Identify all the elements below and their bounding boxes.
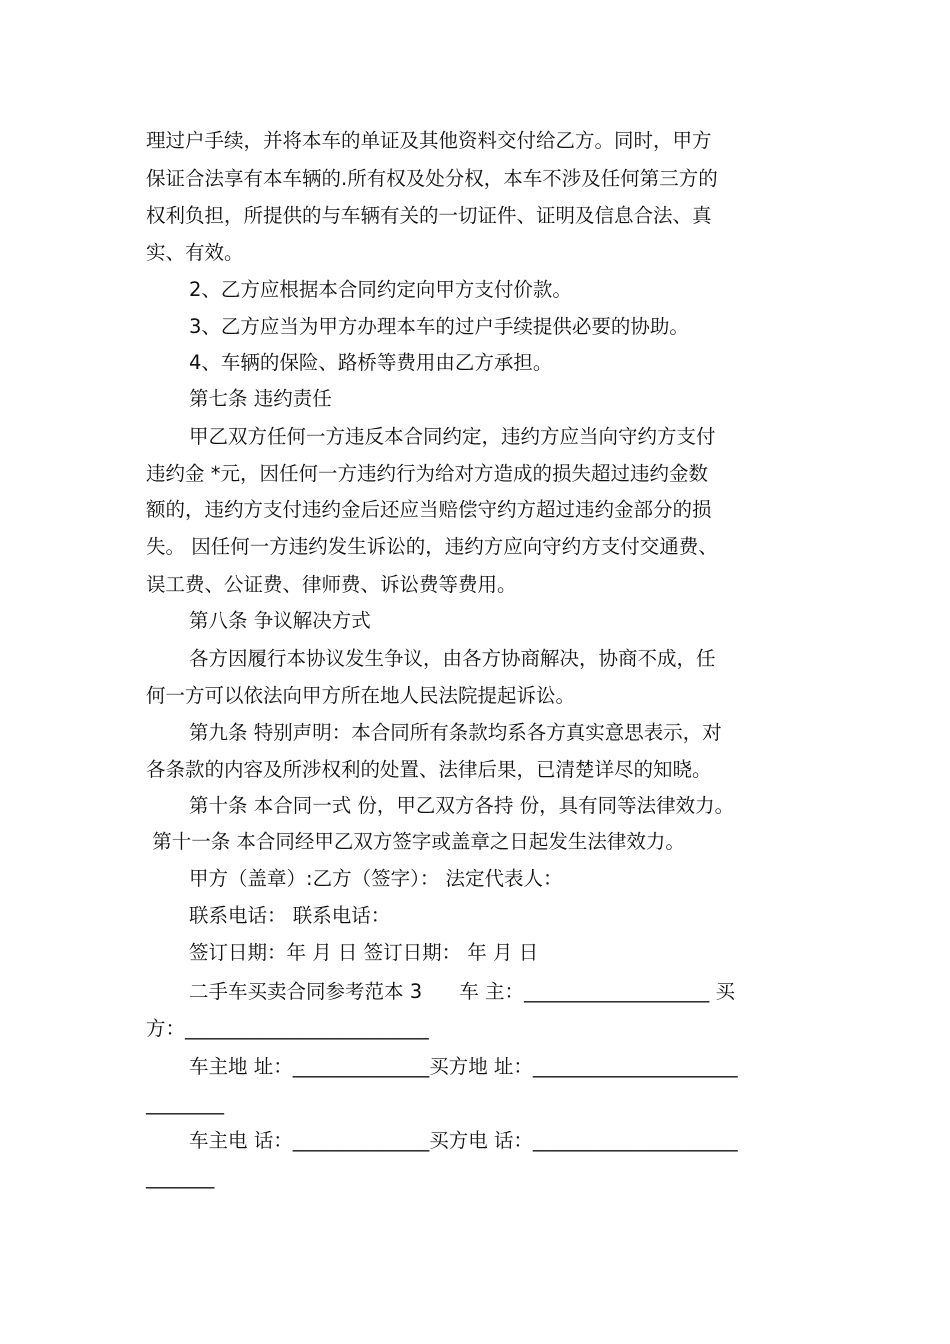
text-line: 甲乙双方任何一方违反本合同约定，违约方应当向守约方支付 (189, 425, 716, 448)
form-line: _______ (146, 1166, 215, 1189)
text-line: 第十一条 本合同经甲乙双方签字或盖章之日起发生法律效力。 (146, 830, 685, 853)
text-line: 何一方可以依法向甲方所在地人民法院提起诉讼。 (146, 684, 576, 707)
text-line: 额的，违约方支付违约金后还应当赔偿守约方超过违约金部分的损 (146, 498, 712, 521)
text-line: 3、乙方应当为甲方办理本车的过户手续提供必要的协助。 (189, 315, 689, 338)
text-line: 第十条 本合同一式 份，甲乙双方各持 份，具有同等法律效力。 (189, 794, 735, 817)
text-line: 理过户手续，并将本车的单证及其他资料交付给乙方。同时，甲方 (146, 129, 712, 152)
date-line: 签订日期：年 月 日 签订日期： 年 月 日 (189, 941, 539, 964)
contact-line: 联系电话： 联系电话： (189, 904, 391, 927)
signature-line: 甲方（盖章）:乙方（签字）： 法定代表人： (189, 867, 563, 890)
text-line: 违约金 *元，因任何一方违约行为给对方造成的损失超过违约金数 (146, 462, 708, 485)
text-line: 权利负担，所提供的与车辆有关的一切证件、证明及信息合法、真 (146, 204, 712, 227)
form-line: 方：_________________________ (146, 1017, 429, 1040)
text-line: 保证合法享有本车辆的.所有权及处分权，本车不涉及任何第三方的 (146, 167, 718, 190)
section-heading: 第七条 违约责任 (189, 387, 332, 410)
section-heading: 第八条 争议解决方式 (189, 609, 371, 632)
text-line: 实、有效。 (146, 241, 244, 264)
text-line: 失。 因任何一方违约发生诉讼的，违约方应向守约方支付交通费、 (146, 535, 718, 558)
text-line: 各条款的内容及所涉权利的处置、法律后果，已清楚详尽的知晓。 (146, 758, 712, 781)
text-line: 各方因履行本协议发生争议，由各方协商解决，协商不成，任 (189, 647, 716, 670)
form-line: 车主电 话：______________买方电 话：_____________________ (189, 1129, 738, 1152)
text-line: 误工费、公证费、律师费、诉讼费等费用。 (146, 573, 517, 596)
form-line: 车主地 址：______________买方地 址：_____________________ (189, 1055, 738, 1078)
form-line: ________ (146, 1092, 224, 1115)
form-line: 二手车买卖合同参考范本 3 车 主：___________________ 买 (189, 980, 735, 1003)
text-line: 2、乙方应根据本合同约定向甲方支付价款。 (189, 278, 572, 301)
text-line: 4、车辆的保险、路桥等费用由乙方承担。 (189, 351, 553, 374)
text-line: 第九条 特别声明：本合同所有条款均系各方真实意思表示，对 (189, 721, 722, 744)
